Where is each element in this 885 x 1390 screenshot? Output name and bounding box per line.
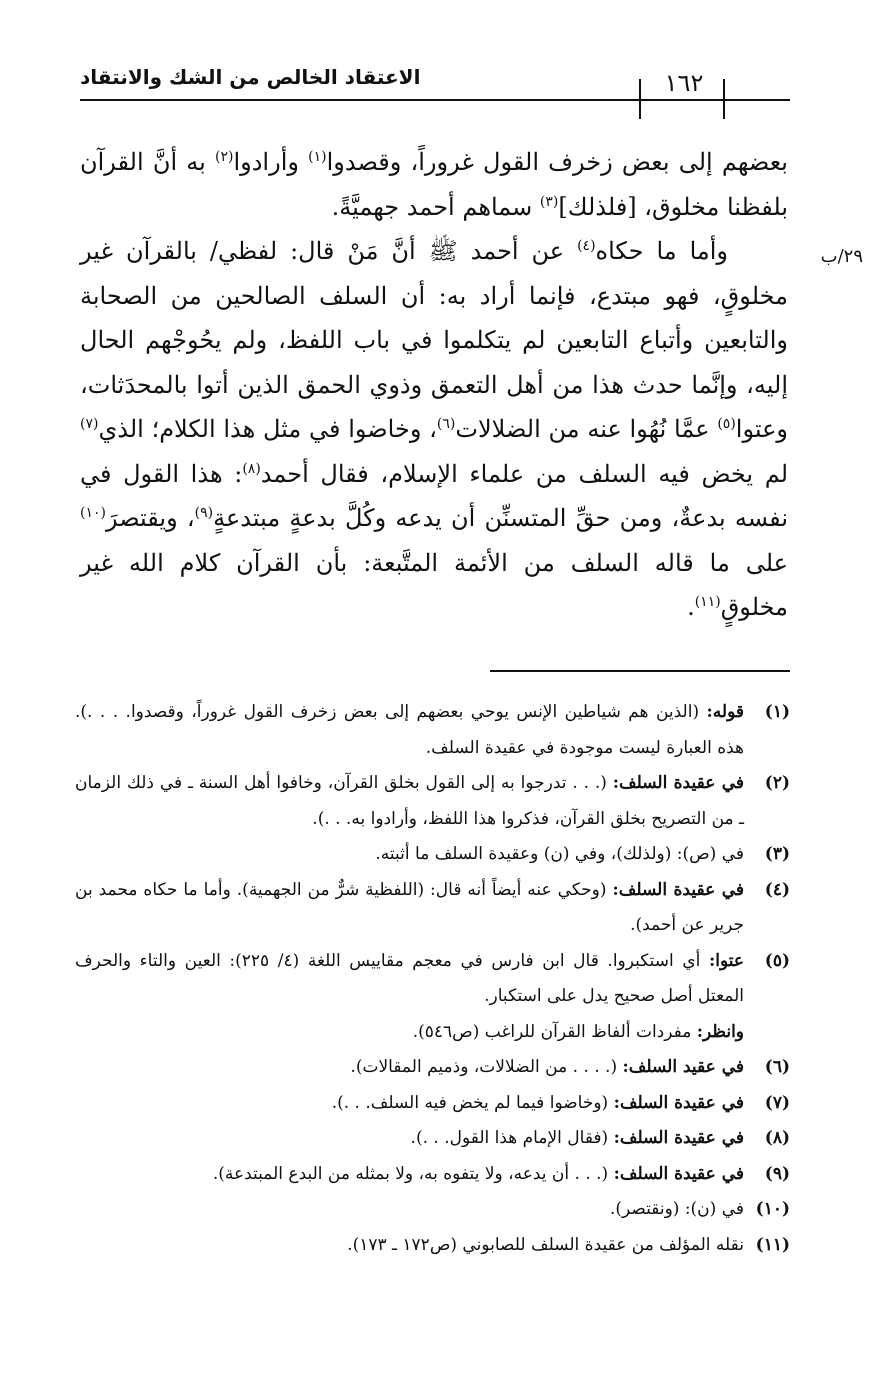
footnote-text: (. . . تدرجوا به إلى القول بخلق القرآن، وخافوا أهل السنة ـ في ذلك الزمان ـ من التصريح بخلق القرآن، فذكروا هذا اللفظ، وأرادوا به. . .). <box>75 773 744 829</box>
footnote-ref-7[interactable]: (٧) <box>80 416 99 432</box>
footnote-2 <box>75 766 790 837</box>
footnote-separator <box>490 670 790 672</box>
text-run: وأما ما حكاه <box>595 237 728 265</box>
text-run: . <box>687 593 695 621</box>
header-divider-left <box>639 79 641 119</box>
text-run: وأرادوا <box>233 148 309 176</box>
footnote-text: (وخاضوا فيما لم يخض فيه السلف. . .). <box>331 1092 614 1113</box>
main-text <box>80 140 788 630</box>
footnote-lead: في عقيد السلف: <box>622 1057 744 1077</box>
footnote-lead: في عقيدة السلف: <box>613 1128 744 1148</box>
text-run: سماهم أحمد جهميَّةً. <box>331 192 540 221</box>
footnote-text: (. . . . من الضلالات، وذميم المقالات). <box>350 1057 623 1077</box>
footnote-text: نقله المؤلف من عقيدة السلف للصابوني (ص١٧٢ ـ ١٧٣). <box>347 1234 744 1255</box>
footnote-text: (فقال الإمام هذا القول. . .). <box>410 1128 614 1148</box>
footnote-text: في (ن): (ونقتصر). <box>609 1199 744 1219</box>
footnote-ref-6[interactable]: (٦) <box>436 416 456 432</box>
paragraph-2 <box>80 229 788 630</box>
footnote-10 <box>75 1192 790 1228</box>
footnote-ref-9[interactable]: (٩) <box>194 505 214 521</box>
footnote-7 <box>75 1086 790 1122</box>
text-run: : هذا القول في نفسه بدعةٌ، ومن حقِّ المتسنِّن أن يدعه وكُلَّ بدعةٍ مبتدعةٍ <box>80 459 788 532</box>
header-rule <box>80 99 790 101</box>
footnote-lead: في عقيدة السلف: <box>613 1092 744 1113</box>
header-divider-right <box>723 79 725 119</box>
footnote-ref-11[interactable]: (١١) <box>694 594 721 610</box>
footnote-lead: قوله: <box>706 702 744 722</box>
footnote-see-also-text: مفردات ألفاظ القرآن للراغب (ص٥٤٦). <box>412 1021 697 1042</box>
footnote-number: (٦) <box>764 1057 790 1077</box>
paragraph-1 <box>80 140 788 229</box>
text-run: عن أحمد ﷺ أنَّ مَنْ قال: لفظي/ بالقرآن غير مخلوقٍ، فهو مبتدع، فإنما أراد به: أن السلف الصالحين من الصحابة والتابعين وأتباع التابعين لم يتكلموا في باب اللفظ، ولم يحُوجْهم الحال إليه، وإنَّما حدث هذا من أهل التعمق وذوي الحمق الذين أتوا بالمحدَثات، وعتوا <box>80 237 789 443</box>
text-run: ، وخاضوا في مثل هذا الكلام؛ الذي <box>98 415 437 443</box>
footnote-ref-1[interactable]: (١) <box>308 149 327 165</box>
footnote-text: (. . . أن يدعه، ولا يتفوه به، ولا بمثله من البدع المبتدعة). <box>212 1163 614 1184</box>
footnote-ref-5[interactable]: (٥) <box>717 416 736 432</box>
footnote-text: (وحكي عنه أيضاً أنه قال: (اللفظية شرٌّ من الجهمية). وأما ما حكاه محمد بن جرير عن أحمد). <box>75 879 744 935</box>
footnote-lead: في عقيدة السلف: <box>613 1163 744 1184</box>
text-run: عمَّا نُهُوا عنه من الضلالات <box>455 415 718 443</box>
footnote-number: (٢) <box>764 773 790 793</box>
footnote-ref-8[interactable]: (٨) <box>242 460 261 477</box>
footnote-ref-3[interactable]: (٣) <box>539 193 559 210</box>
footnotes <box>75 695 790 1263</box>
footnote-text: (الذين هم شياطين الإنس يوحي بعضهم إلى بعض زخرف القول غروراً، وقصدوا. . . .). هذه العبارة ليست موجودة في عقيدة السلف. <box>75 702 744 758</box>
footnote-lead: في عقيدة السلف: <box>612 773 745 793</box>
footnote-1 <box>75 695 790 766</box>
footnote-lead: في عقيدة السلف: <box>612 879 744 900</box>
footnote-8 <box>75 1121 790 1157</box>
footnote-lead: عتوا: <box>708 950 745 971</box>
page-number: ١٦٢ <box>664 69 704 97</box>
footnote-text: أي استكبروا. قال ابن فارس في معجم مقاييس اللغة (٤/ ٢٢٥): العين والتاء والحرف المعتل أصل صحيح يدل على استكبار. <box>75 950 744 1006</box>
footnote-ref-4[interactable]: (٤) <box>577 238 596 254</box>
text-run: ، ويقتصرَ <box>105 504 195 532</box>
footnote-number: (١٠) <box>755 1199 790 1219</box>
footnote-text: في (ص): (ولذلك)، وفي (ن) وعقيدة السلف ما أثبته. <box>375 844 744 864</box>
footnote-number: (٨) <box>764 1128 790 1148</box>
manuscript-folio-note: ٢٩/ب <box>820 246 863 267</box>
footnote-9 <box>75 1157 790 1193</box>
footnote-number: (١١) <box>755 1234 790 1255</box>
footnote-ref-10[interactable]: (١٠) <box>80 505 106 521</box>
footnote-number: (٩) <box>764 1163 790 1184</box>
footnote-11 <box>75 1228 790 1264</box>
footnote-number: (٣) <box>764 844 790 864</box>
running-title: الاعتقاد الخالص من الشك والانتقاد <box>80 65 421 89</box>
text-run: لم يخض فيه السلف من علماء الإسلام، فقال أحمد <box>260 459 789 488</box>
footnote-see-also-lead: وانظر: <box>696 1021 744 1042</box>
footnote-number: (١) <box>764 702 790 722</box>
text-run: على ما قاله السلف من الأئمة المتَّبعة: بأن القرآن كلام الله غير مخلوقٍ <box>80 548 788 621</box>
footnote-number: (٧) <box>764 1092 790 1113</box>
footnote-5 <box>75 944 790 1051</box>
footnote-4 <box>75 873 790 944</box>
footnote-number: (٥) <box>764 950 790 971</box>
text-run: به أنَّ القرآن بلفظنا مخلوق، [فلذلك] <box>80 148 788 221</box>
footnote-6 <box>75 1050 790 1086</box>
footnote-3 <box>75 837 790 873</box>
page-header <box>70 55 790 115</box>
footnote-ref-2[interactable]: (٢) <box>215 149 234 165</box>
text-run: بعضهم إلى بعض زخرف القول غروراً، وقصدوا <box>326 148 788 176</box>
footnote-number: (٤) <box>764 879 790 900</box>
